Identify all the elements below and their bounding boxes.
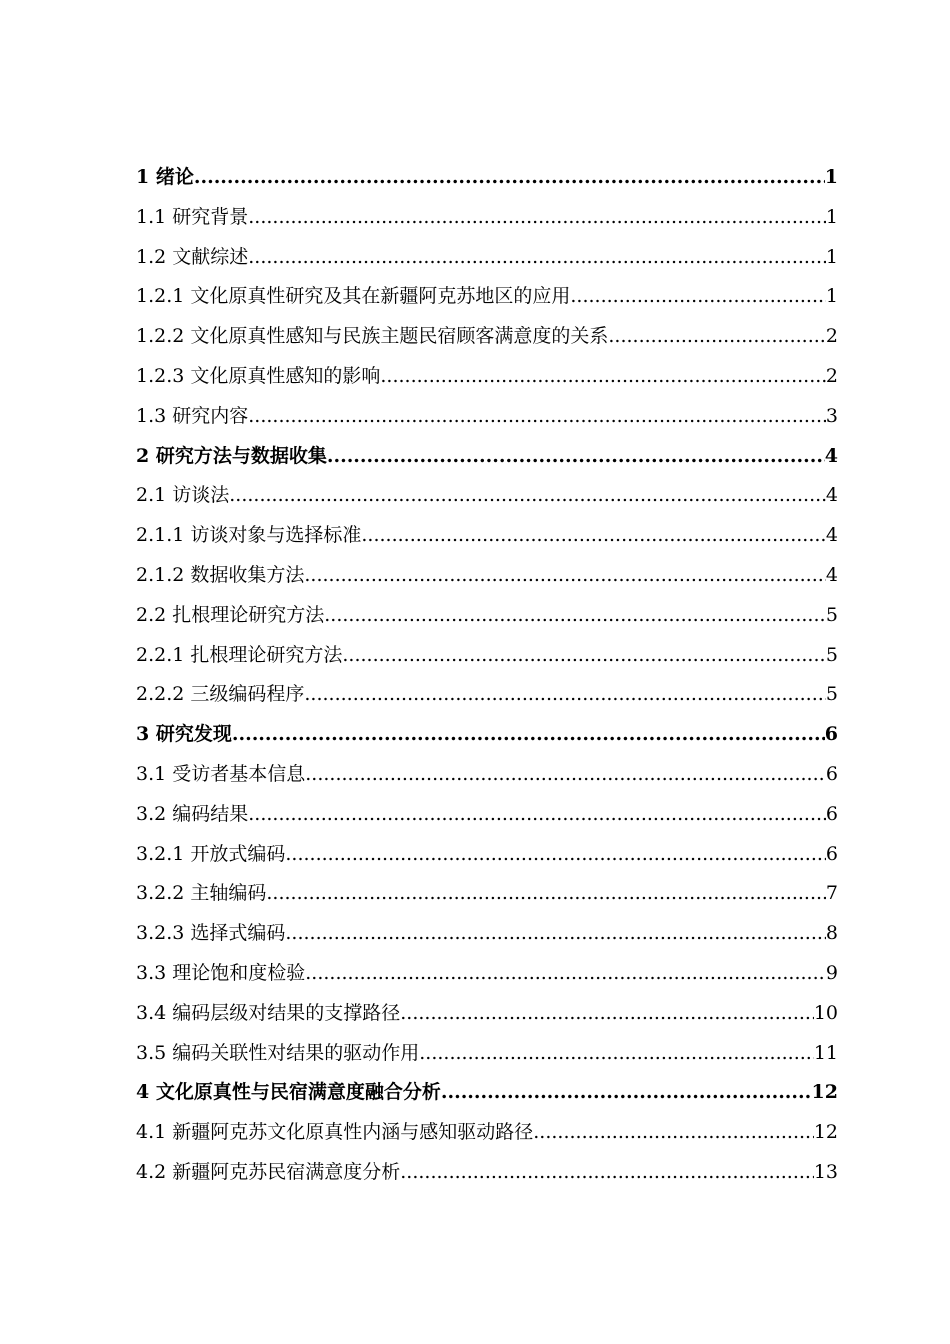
toc-entry-title: 3.3 理论饱和度检验 (136, 961, 306, 984)
toc-entry-title: 2.2.2 三级编码程序 (136, 683, 305, 706)
toc-entry-title: 4.2 新疆阿克苏民宿满意度分析 (136, 1160, 401, 1183)
toc-entry[interactable] (136, 238, 838, 278)
toc-dot-leader (248, 397, 826, 437)
toc-entry-page-number: 4 (825, 524, 838, 547)
toc-entry-page-number: 2 (825, 364, 838, 387)
toc-entry-page-number: 1 (825, 205, 838, 228)
toc-dot-leader (342, 636, 826, 676)
toc-entry-title: 1.2.3 文化原真性感知的影响 (136, 364, 381, 387)
toc-entry-title: 3.2 编码结果 (136, 802, 249, 825)
toc-entry-title: 4 文化原真性与民宿满意度融合分析 (136, 1081, 441, 1104)
toc-entry-title: 1.2.1 文化原真性研究及其在新疆阿克苏地区的应用 (136, 285, 571, 308)
toc-entry[interactable] (136, 476, 838, 516)
toc-dot-leader (608, 317, 826, 357)
toc-entry-title: 2.2 扎根理论研究方法 (136, 603, 325, 626)
toc-entry-title: 3.2.2 主轴编码 (136, 882, 267, 905)
toc-entry[interactable] (136, 954, 838, 994)
toc-dot-leader (441, 1073, 812, 1113)
toc-entry[interactable] (136, 715, 838, 755)
toc-entry[interactable] (136, 198, 838, 238)
toc-entry-page-number: 10 (813, 1001, 838, 1024)
toc-entry[interactable] (136, 1034, 838, 1074)
toc-dot-leader (305, 755, 826, 795)
toc-entry-page-number: 3 (825, 404, 838, 427)
toc-entry-title: 3.4 编码层级对结果的支撑路径 (136, 1001, 401, 1024)
toc-entry-page-number: 8 (825, 922, 838, 945)
toc-dot-leader (327, 437, 825, 477)
toc-entry-page-number: 12 (813, 1121, 838, 1144)
toc-entry-title: 2.1.2 数据收集方法 (136, 563, 305, 586)
toc-dot-leader (194, 158, 825, 198)
toc-dot-leader (305, 954, 826, 994)
toc-entry-page-number: 4 (824, 444, 838, 467)
toc-entry-title: 1.1 研究背景 (136, 205, 249, 228)
toc-entry[interactable] (136, 357, 838, 397)
toc-entry-page-number: 11 (813, 1041, 838, 1064)
toc-entry-page-number: 7 (825, 882, 838, 905)
toc-dot-leader (380, 357, 826, 397)
toc-entry-page-number: 1 (825, 285, 838, 308)
toc-entry[interactable] (136, 596, 838, 636)
toc-dot-leader (232, 715, 825, 755)
toc-entry[interactable] (136, 914, 838, 954)
toc-entry-title: 1.3 研究内容 (136, 404, 249, 427)
toc-entry[interactable] (136, 874, 838, 914)
toc-entry[interactable] (136, 994, 838, 1034)
toc-entry-page-number: 6 (825, 802, 838, 825)
toc-entry[interactable] (136, 755, 838, 795)
toc-entry-title: 3.1 受访者基本信息 (136, 762, 306, 785)
toc-entry-page-number: 1 (825, 245, 838, 268)
toc-dot-leader (285, 914, 826, 954)
toc-dot-leader (248, 238, 826, 278)
toc-entry-title: 3 研究发现 (136, 723, 232, 746)
toc-entry-title: 1.2.2 文化原真性感知与民族主题民宿顾客满意度的关系 (136, 325, 609, 348)
toc-dot-leader (229, 476, 826, 516)
toc-dot-leader (400, 994, 814, 1034)
toc-entry[interactable] (136, 556, 838, 596)
toc-entry-page-number: 6 (824, 723, 838, 746)
toc-entry-page-number: 12 (811, 1081, 838, 1104)
toc-dot-leader (304, 675, 826, 715)
toc-dot-leader (533, 1113, 814, 1153)
toc-entry-page-number: 9 (825, 961, 838, 984)
toc-entry-title: 4.1 新疆阿克苏文化原真性内涵与感知驱动路径 (136, 1121, 534, 1144)
toc-entry-title: 2.1.1 访谈对象与选择标准 (136, 524, 362, 547)
toc-entry-title: 3.5 编码关联性对结果的驱动作用 (136, 1041, 420, 1064)
toc-dot-leader (266, 874, 826, 914)
toc-entry-title: 2 研究方法与数据收集 (136, 444, 327, 467)
toc-entry-page-number: 2 (825, 325, 838, 348)
toc-dot-leader (324, 596, 826, 636)
toc-entry[interactable] (136, 317, 838, 357)
toc-entry-page-number: 6 (825, 842, 838, 865)
toc-dot-leader (419, 1034, 814, 1074)
toc-entry-page-number: 13 (813, 1160, 838, 1183)
toc-entry-title: 3.2.1 开放式编码 (136, 842, 286, 865)
toc-entry-title: 1 绪论 (136, 166, 194, 188)
toc-dot-leader (570, 277, 826, 317)
toc-dot-leader (248, 795, 826, 835)
toc-dot-leader (361, 516, 826, 556)
toc-entry[interactable] (136, 397, 838, 437)
toc-entry-page-number: 4 (825, 563, 838, 586)
toc-entry-page-number: 5 (825, 643, 838, 666)
toc-entry[interactable] (136, 1073, 838, 1113)
toc-dot-leader (285, 835, 826, 875)
toc-entry-page-number: 6 (825, 762, 838, 785)
toc-entry[interactable] (136, 277, 838, 317)
toc-entry[interactable] (136, 795, 838, 835)
toc-entry-page-number: 5 (825, 603, 838, 626)
toc-dot-leader (304, 556, 826, 596)
toc-entry[interactable] (136, 1113, 838, 1153)
toc-dot-leader (400, 1153, 814, 1193)
toc-entry-page-number: 5 (825, 683, 838, 706)
toc-entry-title: 2.1 访谈法 (136, 484, 230, 507)
toc-entry[interactable] (136, 636, 838, 676)
toc-entry[interactable] (136, 158, 838, 198)
toc-entry-page-number: 1 (824, 166, 838, 188)
toc-entry[interactable] (136, 675, 838, 715)
toc-entry[interactable] (136, 437, 838, 477)
toc-entry[interactable] (136, 1153, 838, 1193)
toc-entry[interactable] (136, 835, 838, 875)
toc-entry-title: 3.2.3 选择式编码 (136, 922, 286, 945)
toc-entry[interactable] (136, 516, 838, 556)
toc-entry-title: 2.2.1 扎根理论研究方法 (136, 643, 343, 666)
toc-entry-page-number: 4 (825, 484, 838, 507)
toc-dot-leader (248, 198, 826, 238)
table-of-contents (136, 158, 838, 1193)
toc-entry-title: 1.2 文献综述 (136, 245, 249, 268)
